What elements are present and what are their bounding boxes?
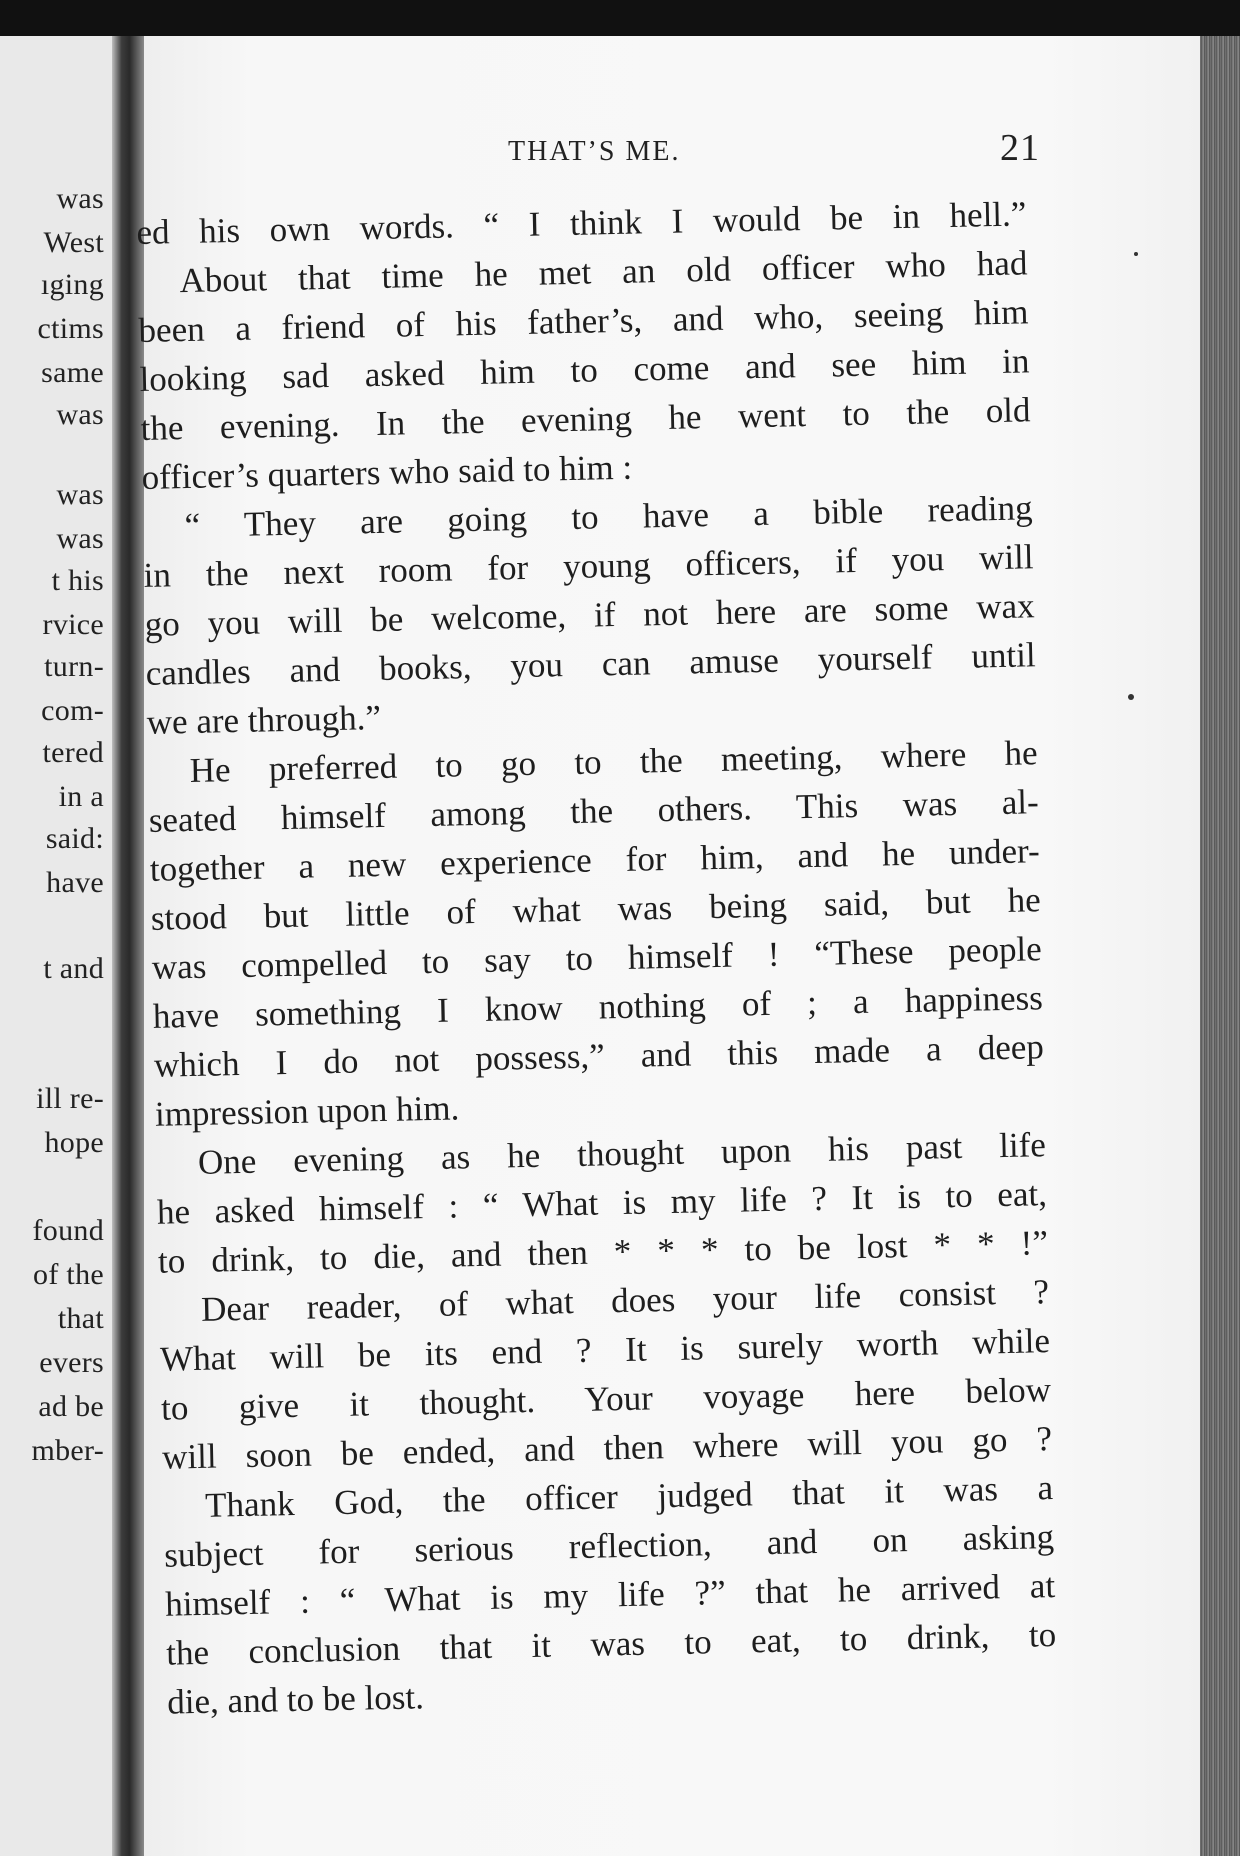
scan-speck [1134,252,1138,256]
left-fragment: same [41,356,104,389]
left-page-fragment [0,36,112,1856]
left-fragment: that [57,1302,104,1335]
left-fragment: tered [42,736,104,769]
left-fragment: ctims [37,312,104,345]
text-line: the evening. In the evening he went to the old [140,390,1031,448]
text-line: subject for serious reflection, and on asking [163,1517,1055,1575]
text-line: we are through.” [146,697,382,742]
left-fragment: was [56,478,104,511]
text-line: the conclusion that it was to eat, to drink, to [165,1615,1057,1673]
page-edges [1200,36,1240,1856]
book-page [136,36,1200,1856]
left-fragment: have [46,866,104,899]
text-line: in the next room for young officers, if you will [143,537,1034,595]
text-line: “ They are going to have a bible reading [184,488,1033,546]
body-text [136,189,1068,1727]
left-fragment: said: [45,822,104,855]
text-line: he asked himself : “ What is my life ? It is to eat, [156,1174,1048,1232]
left-fragment: ill re- [36,1082,104,1115]
left-fragment: rvice [42,608,104,641]
text-line: Thank God, the officer judged that it was a [204,1468,1054,1525]
text-line: go you will be welcome, if not here are some wax [144,586,1035,644]
text-line: About that time he met an old officer who had [179,243,1028,301]
left-fragment: was [56,522,104,555]
left-fragment: ad be [38,1390,104,1423]
text-line: himself : “ What is my life ?” that he arrived at [164,1566,1056,1624]
left-fragment: ıging [40,268,104,301]
left-fragment: evers [39,1346,104,1379]
left-fragment: found [32,1214,104,1247]
text-line: seated himself among the others. This was al- [148,782,1040,840]
text-line: was compelled to say to himself ! “These people [151,929,1043,987]
left-fragment: turn- [44,650,104,683]
text-line: stood but little of what was being said, but he [150,880,1042,938]
left-fragment: com- [41,694,104,727]
left-fragment: West [43,226,104,259]
text-line: One evening as he thought upon his past life [197,1125,1047,1182]
text-line: He preferred to go to the meeting, where he [189,733,1039,790]
text-line: together a new experience for him, and he under- [149,831,1041,889]
left-fragment: was [56,398,104,431]
text-line: Dear reader, of what does your life consist ? [200,1272,1050,1329]
scan-top-border [0,0,1240,36]
left-fragment: was [56,182,104,215]
running-title: THAT’S ME. [508,136,681,167]
left-fragment: in a [58,780,104,813]
text-line: which I do not possess,” and this made a deep [153,1027,1045,1085]
left-fragment: t his [51,564,104,597]
text-line: impression upon him. [154,1088,460,1134]
left-fragment: mber- [31,1434,104,1467]
scan-speck [1128,694,1134,700]
page-number: 21 [1000,127,1040,169]
text-line: officer’s quarters who said to him : [141,447,633,497]
text-line: to give it thought. Your voyage here below [160,1370,1052,1428]
text-line: to drink, to die, and then * * * to be lost * * !” [157,1223,1049,1281]
text-line: been a friend of his father’s, and who, seeing him [138,292,1029,350]
text-line: looking sad asked him to come and see him in [139,341,1030,399]
text-line: What will be its end ? It is surely worth while [159,1321,1051,1379]
text-line: will soon be ended, and then where will you go ? [161,1419,1053,1477]
text-line: die, and to be lost. [166,1677,425,1722]
text-line: candles and books, you can amuse yourself until [145,635,1036,693]
left-fragment: of the [33,1258,104,1291]
text-line: ed his own words. “ I think I would be in hell.” [136,194,1027,252]
text-line: have something I know nothing of ; a happiness [152,978,1044,1036]
left-fragment: t and [43,952,104,985]
left-fragment: hope [44,1126,104,1159]
